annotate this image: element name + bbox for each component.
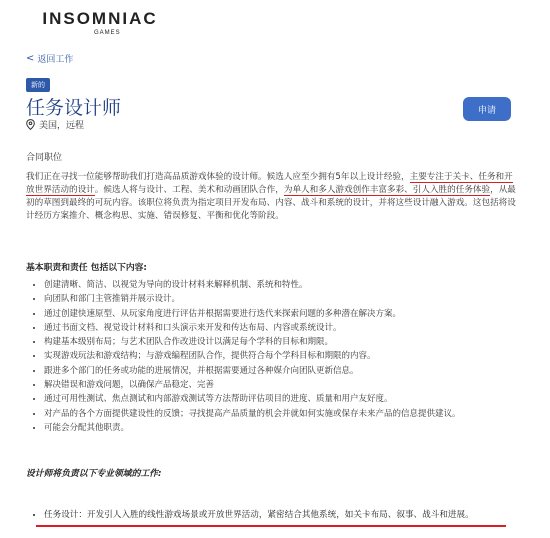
company-logo[interactable] [30,8,170,37]
list-item: • 构建基本级别布局；与艺术团队合作改进设计以满足每个学科的目标和期限。 [44,335,534,349]
list-item: • 通过可用性测试、焦点测试和内部游戏测试等方法帮助评估项目的进度、质量和用户友好度。 [44,392,534,406]
job-description [26,171,516,223]
intro-text: 。候选人将与设计、工程、美术和动画团队合作， [94,185,284,195]
job-title: 任务设计师 [26,97,122,119]
logo-wordmark: INSOMNIAC [42,9,158,28]
specialty-heading: 设计师将负责以下专业领域的工作: [26,469,162,479]
annotation-underline [36,525,506,527]
intro-text: 我们正在寻找一位能够帮助我们打造高品质游戏体验的设计师。候选人应至少拥有5年以上设计经验， [26,172,410,182]
responsibilities-heading: 基本职责和责任 包括以下内容: [26,263,147,273]
responsibilities-list [30,278,534,435]
highlighted-text: 为单人和多人游戏创作丰富多彩、引人入胜的任务体验 [283,185,491,195]
list-item: • 通过书面文档、视觉设计材料和口头演示来开发和传达布局、内容或系统设计。 [44,321,534,335]
back-to-jobs-link[interactable] [26,52,73,65]
location-text: 美国，远程 [39,121,85,131]
list-item: • 向团队和部门主管推销并展示设计。 [44,292,534,306]
logo-subtitle: GAMES [94,30,121,36]
employment-type: 合同职位 [26,153,63,163]
new-badge: 新的 [26,78,50,92]
specialty-list [30,509,544,522]
chevron-left-icon: < [26,53,35,64]
map-pin-icon [26,119,35,130]
intro-text: ，从最初的草图到最终的可玩内容。该职位将负责为指定项目开发布局、内容、战斗和系统的设计，并将这些设计融入游戏。这包括将设计经历方案推介、概念构思、实施、错误修复、平衡和优化等阶段。 [26,185,516,221]
job-location [26,118,84,131]
highlighted-text: 主要专注于关卡、任务和开放世界活动的设计 [26,172,513,195]
list-item: • 实现游戏玩法和游戏结构；与游戏编程团队合作，提供符合每个学科目标和期限的内容。 [44,349,534,363]
list-item: • 解决错误和游戏问题，以确保产品稳定、完善 [44,378,534,392]
list-item: • 可能会分配其他职责。 [44,421,534,435]
back-link-label: 返回工作 [37,55,74,65]
apply-button[interactable]: 申请 [463,97,511,121]
list-item: • 通过创建快速原型、从玩家角度进行评估并根据需要进行迭代来探索问题的多种潜在解决方案。 [44,307,534,321]
list-item: • 创建清晰、简洁、以视觉为导向的设计材料来解释机制、系统和特性。 [44,278,534,292]
list-item: • 对产品的各个方面提供建设性的反馈；寻找提高产品质量的机会并就如何实施或保存未来产品的信息提供建议。 [44,407,534,421]
list-item: • 任务设计：开发引人入胜的线性游戏场景或开放世界活动，紧密结合其他系统，如关卡布局、叙事、战斗和进展。 [44,509,544,522]
list-item: • 跟进多个部门的任务或功能的进展情况，并根据需要通过各种媒介向团队更新信息。 [44,364,534,378]
